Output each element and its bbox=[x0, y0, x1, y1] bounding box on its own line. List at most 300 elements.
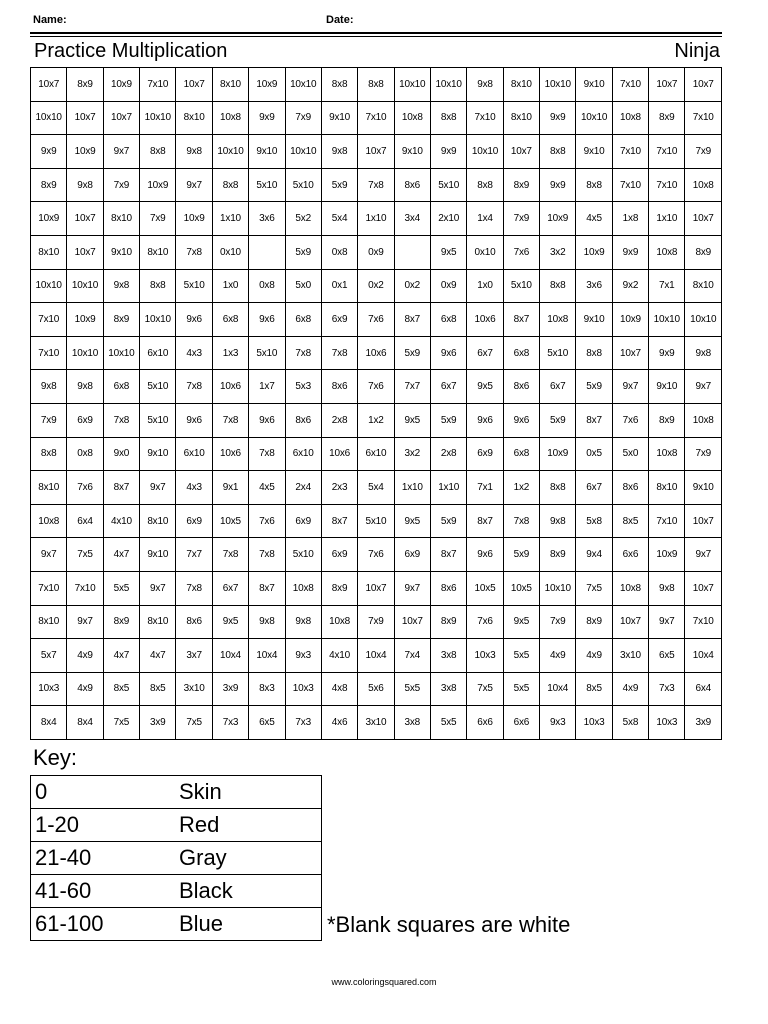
grid-cell: 9x4 bbox=[576, 538, 612, 572]
grid-cell: 8x10 bbox=[31, 235, 67, 269]
grid-cell: 7x7 bbox=[394, 370, 430, 404]
grid-cell: 8x9 bbox=[430, 605, 466, 639]
grid-cell: 5x5 bbox=[394, 672, 430, 706]
grid-cell: 10x3 bbox=[285, 672, 321, 706]
grid-cell: 10x9 bbox=[540, 437, 576, 471]
grid-cell: 9x6 bbox=[467, 538, 503, 572]
grid-cell: 10x10 bbox=[685, 303, 722, 337]
grid-cell: 9x8 bbox=[31, 370, 67, 404]
grid-row bbox=[31, 370, 722, 404]
grid-cell: 7x3 bbox=[285, 706, 321, 740]
grid-cell: 9x5 bbox=[394, 403, 430, 437]
grid-cell: 8x8 bbox=[540, 135, 576, 169]
grid-cell: 9x10 bbox=[576, 303, 612, 337]
grid-cell: 7x10 bbox=[685, 101, 722, 135]
grid-cell: 8x7 bbox=[321, 504, 357, 538]
grid-cell: 6x5 bbox=[649, 639, 685, 673]
grid-cell: 7x3 bbox=[212, 706, 248, 740]
grid-cell: 8x9 bbox=[103, 303, 139, 337]
grid-cell: 8x8 bbox=[140, 269, 176, 303]
grid-cell: 6x9 bbox=[67, 403, 103, 437]
grid-cell: 7x10 bbox=[67, 571, 103, 605]
key-row bbox=[31, 776, 322, 809]
grid-cell: 9x8 bbox=[103, 269, 139, 303]
grid-cell: 10x8 bbox=[394, 101, 430, 135]
grid-cell: 9x7 bbox=[685, 538, 722, 572]
grid-cell: 9x8 bbox=[67, 370, 103, 404]
key-color: Red bbox=[175, 809, 322, 842]
grid-cell: 10x8 bbox=[649, 437, 685, 471]
grid-cell: 5x9 bbox=[321, 168, 357, 202]
grid-cell: 6x9 bbox=[176, 504, 212, 538]
grid-cell: 9x0 bbox=[103, 437, 139, 471]
grid-cell: 9x3 bbox=[285, 639, 321, 673]
grid-cell: 10x8 bbox=[612, 101, 648, 135]
grid-cell: 8x9 bbox=[103, 605, 139, 639]
grid-cell: 3x8 bbox=[430, 672, 466, 706]
grid-cell: 9x10 bbox=[576, 135, 612, 169]
grid-cell: 8x8 bbox=[358, 68, 394, 102]
grid-cell: 8x10 bbox=[503, 68, 539, 102]
grid-row bbox=[31, 571, 722, 605]
grid-cell: 10x10 bbox=[576, 101, 612, 135]
grid-cell: 9x8 bbox=[467, 68, 503, 102]
grid-cell: 10x8 bbox=[31, 504, 67, 538]
grid-cell: 4x8 bbox=[321, 672, 357, 706]
grid-cell: 6x7 bbox=[540, 370, 576, 404]
grid-cell: 9x10 bbox=[103, 235, 139, 269]
grid-cell: 6x8 bbox=[503, 336, 539, 370]
grid-cell: 7x6 bbox=[612, 403, 648, 437]
grid-cell: 10x8 bbox=[685, 403, 722, 437]
grid-cell: 5x9 bbox=[430, 504, 466, 538]
grid-cell: 10x4 bbox=[249, 639, 285, 673]
grid-cell: 0x8 bbox=[67, 437, 103, 471]
grid-cell: 10x7 bbox=[103, 101, 139, 135]
grid-cell: 5x9 bbox=[394, 336, 430, 370]
grid-cell: 8x7 bbox=[576, 403, 612, 437]
header-rule-top bbox=[30, 32, 722, 34]
grid-cell: 8x6 bbox=[321, 370, 357, 404]
grid-cell: 9x9 bbox=[612, 235, 648, 269]
grid-cell: 8x10 bbox=[176, 101, 212, 135]
grid-cell: 7x5 bbox=[467, 672, 503, 706]
date-label: Date: bbox=[326, 14, 354, 26]
grid-cell: 10x7 bbox=[358, 571, 394, 605]
grid-row bbox=[31, 504, 722, 538]
grid-cell: 8x5 bbox=[576, 672, 612, 706]
grid-cell: 8x7 bbox=[394, 303, 430, 337]
grid-cell: 7x8 bbox=[249, 538, 285, 572]
grid-cell: 9x10 bbox=[140, 437, 176, 471]
grid-cell: 6x8 bbox=[503, 437, 539, 471]
grid-cell: 9x5 bbox=[467, 370, 503, 404]
grid-cell: 2x3 bbox=[321, 471, 357, 505]
grid-cell: 7x9 bbox=[31, 403, 67, 437]
grid-cell: 5x9 bbox=[503, 538, 539, 572]
grid-cell: 10x7 bbox=[685, 504, 722, 538]
grid-cell: 7x5 bbox=[576, 571, 612, 605]
grid-cell: 8x8 bbox=[467, 168, 503, 202]
grid-cell: 8x9 bbox=[685, 235, 722, 269]
grid-cell: 10x9 bbox=[67, 135, 103, 169]
key-color: Skin bbox=[175, 776, 322, 809]
key-color: Gray bbox=[175, 842, 322, 875]
grid-cell: 9x6 bbox=[176, 403, 212, 437]
site-footer: www.coloringsquared.com bbox=[331, 977, 437, 987]
key-range: 21-40 bbox=[31, 842, 176, 875]
grid-cell: 7x10 bbox=[31, 303, 67, 337]
grid-cell: 7x8 bbox=[358, 168, 394, 202]
grid-cell: 8x8 bbox=[576, 336, 612, 370]
grid-cell: 9x10 bbox=[576, 68, 612, 102]
grid-cell: 7x9 bbox=[685, 437, 722, 471]
grid-cell: 9x7 bbox=[103, 135, 139, 169]
grid-cell: 10x7 bbox=[685, 202, 722, 236]
grid-cell: 0x2 bbox=[394, 269, 430, 303]
grid-cell: 7x10 bbox=[467, 101, 503, 135]
grid-cell: 7x8 bbox=[176, 370, 212, 404]
grid-cell: 9x5 bbox=[212, 605, 248, 639]
grid-cell: 9x6 bbox=[249, 303, 285, 337]
grid-cell: 4x9 bbox=[67, 639, 103, 673]
grid-cell: 10x7 bbox=[358, 135, 394, 169]
grid-cell: 6x10 bbox=[140, 336, 176, 370]
grid-row bbox=[31, 235, 722, 269]
grid-cell: 9x3 bbox=[540, 706, 576, 740]
grid-cell: 8x8 bbox=[212, 168, 248, 202]
grid-cell: 9x7 bbox=[31, 538, 67, 572]
header-rule-bottom bbox=[30, 36, 722, 37]
grid-cell: 5x4 bbox=[358, 471, 394, 505]
grid-cell: 4x7 bbox=[140, 639, 176, 673]
grid-cell: 7x8 bbox=[212, 403, 248, 437]
grid-cell: 5x0 bbox=[285, 269, 321, 303]
grid-cell: 10x9 bbox=[176, 202, 212, 236]
grid-cell: 7x10 bbox=[612, 68, 648, 102]
grid-cell: 10x7 bbox=[394, 605, 430, 639]
grid-cell: 5x10 bbox=[285, 168, 321, 202]
grid-cell: 8x9 bbox=[649, 101, 685, 135]
grid-cell: 6x7 bbox=[212, 571, 248, 605]
grid-cell: 10x8 bbox=[685, 168, 722, 202]
grid-cell: 4x10 bbox=[103, 504, 139, 538]
key-title: Key: bbox=[33, 745, 78, 770]
grid-cell: 9x7 bbox=[140, 471, 176, 505]
grid-cell: 3x2 bbox=[394, 437, 430, 471]
grid-cell: 8x9 bbox=[321, 571, 357, 605]
grid-cell: 8x8 bbox=[576, 168, 612, 202]
grid-cell: 9x10 bbox=[140, 538, 176, 572]
grid-cell: 7x10 bbox=[649, 135, 685, 169]
grid-cell: 7x8 bbox=[321, 336, 357, 370]
grid-cell: 7x9 bbox=[503, 202, 539, 236]
grid-cell: 1x10 bbox=[358, 202, 394, 236]
grid-cell: 1x4 bbox=[467, 202, 503, 236]
grid-cell: 8x6 bbox=[285, 403, 321, 437]
grid-cell: 3x10 bbox=[358, 706, 394, 740]
grid-cell: 7x8 bbox=[212, 538, 248, 572]
grid-cell: 8x10 bbox=[685, 269, 722, 303]
grid-cell: 5x10 bbox=[285, 538, 321, 572]
grid-cell: 4x7 bbox=[103, 538, 139, 572]
grid-cell: 7x9 bbox=[540, 605, 576, 639]
grid-cell: 10x10 bbox=[31, 269, 67, 303]
grid-row bbox=[31, 269, 722, 303]
grid-cell: 7x10 bbox=[31, 336, 67, 370]
grid-cell: 10x9 bbox=[249, 68, 285, 102]
grid-cell: 8x5 bbox=[140, 672, 176, 706]
grid-cell: 0x2 bbox=[358, 269, 394, 303]
grid-cell: 10x7 bbox=[612, 336, 648, 370]
grid-cell: 10x7 bbox=[649, 68, 685, 102]
grid-cell: 3x2 bbox=[540, 235, 576, 269]
grid-cell: 10x6 bbox=[358, 336, 394, 370]
grid-row bbox=[31, 437, 722, 471]
grid-cell: 2x8 bbox=[321, 403, 357, 437]
grid-cell: 4x9 bbox=[540, 639, 576, 673]
grid-cell: 0x10 bbox=[467, 235, 503, 269]
grid-cell: 9x9 bbox=[430, 135, 466, 169]
grid-cell: 8x9 bbox=[540, 538, 576, 572]
grid-cell: 10x9 bbox=[649, 538, 685, 572]
key-color: Black bbox=[175, 875, 322, 908]
grid-row bbox=[31, 672, 722, 706]
grid-cell: 10x7 bbox=[503, 135, 539, 169]
grid-cell: 9x6 bbox=[430, 336, 466, 370]
grid-cell: 8x7 bbox=[430, 538, 466, 572]
grid-cell: 9x8 bbox=[540, 504, 576, 538]
key-range: 0 bbox=[31, 776, 176, 809]
grid-cell: 3x8 bbox=[394, 706, 430, 740]
grid-cell: 10x6 bbox=[321, 437, 357, 471]
grid-cell: 10x10 bbox=[140, 101, 176, 135]
grid-cell: 6x8 bbox=[212, 303, 248, 337]
grid-cell: 7x6 bbox=[503, 235, 539, 269]
grid-cell: 7x9 bbox=[103, 168, 139, 202]
key-row bbox=[31, 875, 322, 908]
grid-cell: 1x2 bbox=[503, 471, 539, 505]
grid-cell: 5x4 bbox=[321, 202, 357, 236]
grid-cell: 10x10 bbox=[394, 68, 430, 102]
grid-cell: 10x9 bbox=[103, 68, 139, 102]
grid-cell: 7x9 bbox=[285, 101, 321, 135]
grid-cell: 6x10 bbox=[285, 437, 321, 471]
grid-cell: 6x10 bbox=[358, 437, 394, 471]
grid-cell: 4x9 bbox=[612, 672, 648, 706]
key-range: 1-20 bbox=[31, 809, 176, 842]
grid-cell: 10x9 bbox=[540, 202, 576, 236]
grid-cell: 10x10 bbox=[285, 68, 321, 102]
grid-cell: 10x4 bbox=[685, 639, 722, 673]
grid-cell: 10x3 bbox=[649, 706, 685, 740]
grid-cell: 3x4 bbox=[394, 202, 430, 236]
grid-row bbox=[31, 403, 722, 437]
grid-cell: 9x7 bbox=[140, 571, 176, 605]
grid-cell: 7x9 bbox=[358, 605, 394, 639]
grid-cell: 9x7 bbox=[685, 370, 722, 404]
grid-cell: 3x9 bbox=[685, 706, 722, 740]
grid-cell: 9x9 bbox=[540, 101, 576, 135]
grid-cell: 10x3 bbox=[31, 672, 67, 706]
grid-cell: 8x9 bbox=[31, 168, 67, 202]
grid-cell: 7x4 bbox=[394, 639, 430, 673]
grid-cell: 10x7 bbox=[67, 101, 103, 135]
worksheet-subject: Ninja bbox=[674, 40, 720, 62]
grid-cell: 4x3 bbox=[176, 471, 212, 505]
grid-cell: 10x9 bbox=[67, 303, 103, 337]
grid-cell: 5x10 bbox=[249, 336, 285, 370]
grid-cell: 5x10 bbox=[358, 504, 394, 538]
grid-cell: 1x10 bbox=[394, 471, 430, 505]
grid-row bbox=[31, 202, 722, 236]
grid-cell: 10x5 bbox=[212, 504, 248, 538]
grid-row bbox=[31, 101, 722, 135]
grid-cell: 6x7 bbox=[467, 336, 503, 370]
grid-cell: 5x10 bbox=[430, 168, 466, 202]
grid-cell: 9x10 bbox=[321, 101, 357, 135]
grid-cell: 7x7 bbox=[176, 538, 212, 572]
key-color: Blue bbox=[175, 908, 322, 941]
grid-cell: 7x6 bbox=[358, 370, 394, 404]
grid-cell bbox=[249, 235, 285, 269]
grid-cell: 10x6 bbox=[467, 303, 503, 337]
grid-cell: 7x6 bbox=[67, 471, 103, 505]
grid-cell: 0x8 bbox=[249, 269, 285, 303]
grid-cell: 9x10 bbox=[249, 135, 285, 169]
grid-cell: 3x7 bbox=[176, 639, 212, 673]
grid-cell: 7x3 bbox=[649, 672, 685, 706]
grid-cell: 9x8 bbox=[249, 605, 285, 639]
grid-cell: 0x9 bbox=[358, 235, 394, 269]
grid-cell: 9x8 bbox=[176, 135, 212, 169]
grid-cell: 8x8 bbox=[321, 68, 357, 102]
grid-cell: 10x10 bbox=[103, 336, 139, 370]
grid-cell: 7x8 bbox=[503, 504, 539, 538]
grid-cell: 6x10 bbox=[176, 437, 212, 471]
grid-cell: 6x8 bbox=[430, 303, 466, 337]
grid-cell: 6x5 bbox=[249, 706, 285, 740]
grid-cell: 9x5 bbox=[394, 504, 430, 538]
grid-cell bbox=[394, 235, 430, 269]
grid-cell: 5x2 bbox=[285, 202, 321, 236]
grid-cell: 9x8 bbox=[685, 336, 722, 370]
grid-cell: 8x10 bbox=[140, 504, 176, 538]
worksheet-title: Practice Multiplication bbox=[34, 40, 228, 62]
grid-cell: 5x10 bbox=[176, 269, 212, 303]
grid-cell: 1x10 bbox=[212, 202, 248, 236]
grid-cell: 7x10 bbox=[685, 605, 722, 639]
grid-cell: 5x9 bbox=[285, 235, 321, 269]
grid-cell: 1x0 bbox=[212, 269, 248, 303]
grid-cell: 7x10 bbox=[649, 504, 685, 538]
key-range: 41-60 bbox=[31, 875, 176, 908]
grid-cell: 7x10 bbox=[31, 571, 67, 605]
grid-cell: 10x10 bbox=[212, 135, 248, 169]
grid-cell: 8x10 bbox=[649, 471, 685, 505]
grid-cell: 5x5 bbox=[503, 672, 539, 706]
grid-cell: 8x6 bbox=[503, 370, 539, 404]
grid-cell: 8x9 bbox=[649, 403, 685, 437]
grid-cell: 7x8 bbox=[249, 437, 285, 471]
grid-cell: 6x4 bbox=[67, 504, 103, 538]
grid-cell: 9x2 bbox=[612, 269, 648, 303]
grid-cell: 5x7 bbox=[31, 639, 67, 673]
grid-cell: 5x9 bbox=[576, 370, 612, 404]
grid-cell: 8x4 bbox=[67, 706, 103, 740]
grid-cell: 10x8 bbox=[612, 571, 648, 605]
grid-cell: 0x5 bbox=[576, 437, 612, 471]
grid-cell: 5x10 bbox=[503, 269, 539, 303]
grid-cell: 9x9 bbox=[31, 135, 67, 169]
grid-cell: 7x5 bbox=[103, 706, 139, 740]
grid-cell: 7x8 bbox=[176, 571, 212, 605]
grid-cell: 10x6 bbox=[212, 437, 248, 471]
grid-cell: 5x10 bbox=[540, 336, 576, 370]
grid-cell: 8x10 bbox=[503, 101, 539, 135]
grid-cell: 8x8 bbox=[430, 101, 466, 135]
grid-cell: 8x6 bbox=[430, 571, 466, 605]
grid-cell: 3x9 bbox=[212, 672, 248, 706]
grid-cell: 10x4 bbox=[358, 639, 394, 673]
grid-cell: 10x5 bbox=[467, 571, 503, 605]
grid-cell: 3x10 bbox=[176, 672, 212, 706]
grid-cell: 6x7 bbox=[576, 471, 612, 505]
grid-cell: 8x10 bbox=[31, 605, 67, 639]
grid-cell: 10x9 bbox=[140, 168, 176, 202]
grid-cell: 5x9 bbox=[540, 403, 576, 437]
grid-cell: 5x8 bbox=[612, 706, 648, 740]
grid-cell: 2x4 bbox=[285, 471, 321, 505]
grid-cell: 9x1 bbox=[212, 471, 248, 505]
grid-cell: 6x8 bbox=[285, 303, 321, 337]
grid-row bbox=[31, 471, 722, 505]
grid-cell: 8x7 bbox=[249, 571, 285, 605]
grid-cell: 5x6 bbox=[358, 672, 394, 706]
grid-cell: 10x4 bbox=[212, 639, 248, 673]
grid-cell: 8x7 bbox=[467, 504, 503, 538]
grid-row bbox=[31, 336, 722, 370]
grid-cell: 5x9 bbox=[430, 403, 466, 437]
grid-cell: 9x8 bbox=[321, 135, 357, 169]
grid-cell: 4x9 bbox=[576, 639, 612, 673]
grid-cell: 9x7 bbox=[67, 605, 103, 639]
grid-cell: 4x6 bbox=[321, 706, 357, 740]
grid-cell: 4x10 bbox=[321, 639, 357, 673]
grid-cell: 10x8 bbox=[212, 101, 248, 135]
grid-cell: 7x5 bbox=[67, 538, 103, 572]
grid-cell: 7x8 bbox=[103, 403, 139, 437]
grid-cell: 6x6 bbox=[612, 538, 648, 572]
grid-cell: 8x8 bbox=[540, 269, 576, 303]
grid-cell: 10x8 bbox=[285, 571, 321, 605]
grid-cell: 7x8 bbox=[176, 235, 212, 269]
grid-cell: 4x5 bbox=[576, 202, 612, 236]
grid-cell: 3x9 bbox=[140, 706, 176, 740]
grid-cell: 8x10 bbox=[140, 605, 176, 639]
grid-cell: 10x3 bbox=[467, 639, 503, 673]
grid-cell: 8x6 bbox=[176, 605, 212, 639]
grid-cell: 8x8 bbox=[31, 437, 67, 471]
grid-cell: 9x10 bbox=[685, 471, 722, 505]
grid-cell: 10x5 bbox=[503, 571, 539, 605]
grid-cell: 10x7 bbox=[176, 68, 212, 102]
grid-cell: 10x10 bbox=[430, 68, 466, 102]
grid-cell: 8x5 bbox=[612, 504, 648, 538]
color-key-table bbox=[30, 775, 322, 941]
grid-cell: 8x8 bbox=[540, 471, 576, 505]
grid-cell: 7x6 bbox=[467, 605, 503, 639]
